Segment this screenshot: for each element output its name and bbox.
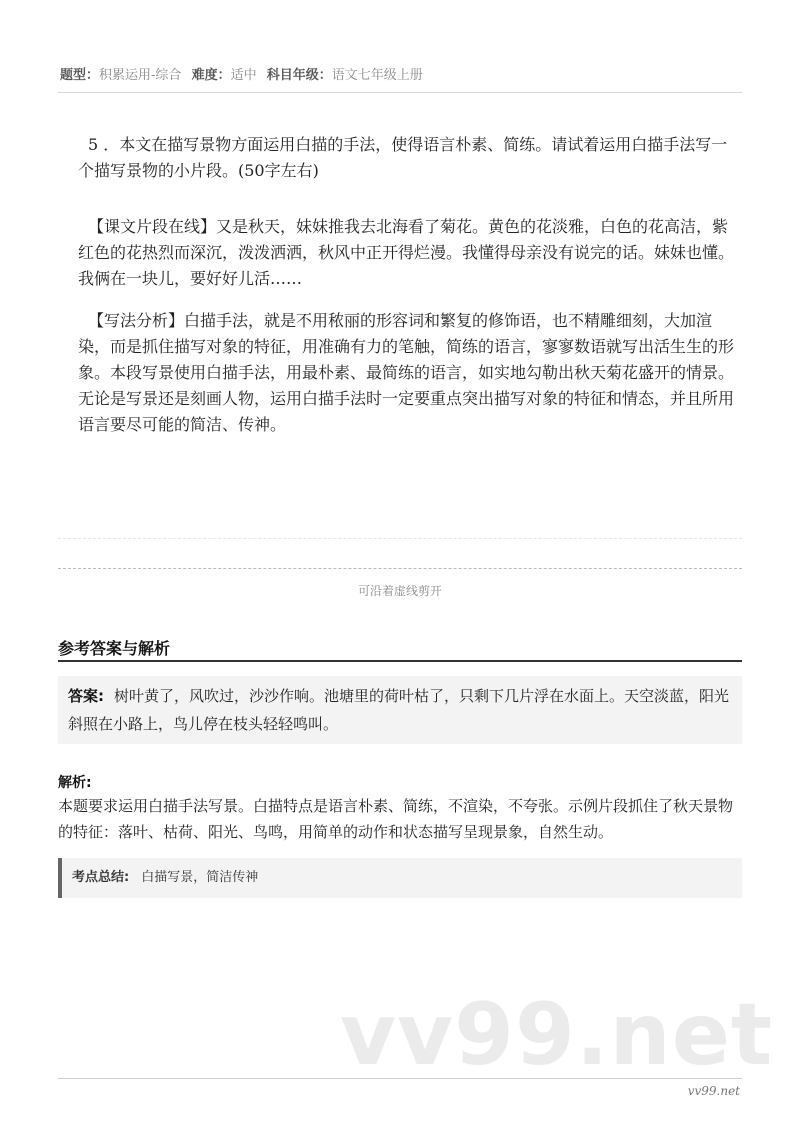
type-value: 积累运用-综合: [99, 68, 182, 83]
cut-dashed-line: [58, 568, 742, 569]
question-text: 5 ．本文在描写景物方面运用白描的手法，使得语言朴素、简练。请试着运用白描手法写一个描写景物的小片段。(50字左右): [78, 135, 728, 180]
type-label: 题型：: [60, 68, 100, 83]
answer-space-divider: [58, 538, 742, 539]
answer-section-heading: 参考答案与解析: [58, 639, 171, 658]
difficulty-label: 难度：: [191, 68, 231, 83]
footer-divider: [58, 1078, 742, 1079]
grade-label: 科目年级：: [266, 68, 332, 83]
answer-heading-rule: [58, 660, 742, 662]
excerpt-paragraph: 【课文片段在线】又是秋天，妹妹推我去北海看了菊花。黄色的花淡雅，白色的花高洁，紫红色的花热烈而深沉，泼泼洒洒，秋风中正开得烂漫。我懂得母亲没有说完的话。妹妹也懂。我俩在一块儿，要好好儿活……: [78, 217, 735, 288]
analysis-tip-paragraph: 【写法分析】白描手法，就是不用秾丽的形容词和繁复的修饰语，也不精雕细刻，大加渲染，而是抓住描写对象的特征，用准确有力的笔触，简练的语言，寥寥数语就写出活生生的形象。本段写景使用白描手法，用最朴素、最简练的语言，如实地勾勒出秋天菊花盛开的情景。无论是写景还是刻画人物，运用白描手法时一定要重点突出描写对象的特征和情态，并且所用语言要尽可能的简洁、传神。: [78, 311, 735, 434]
explanation-label: 解析:: [58, 775, 92, 791]
answer-box: [58, 676, 742, 744]
watermark: vv99.net: [340, 985, 774, 1085]
explanation-text: 本题要求运用白描手法写景。白描特点是语言朴素、简练，不渲染，不夸张。示例片段抓住了秋天景物的特征：落叶、枯荷、阳光、鸟鸣，用简单的动作和状态描写呈现景象，自然生动。: [58, 797, 734, 841]
difficulty-value: 适中: [230, 68, 257, 83]
header-divider: [58, 92, 742, 93]
answer-text: 树叶黄了，风吹过，沙沙作响。池塘里的荷叶枯了，只剩下几片浮在水面上。天空淡蓝，阳光斜照在小路上，鸟儿停在枝头轻轻鸣叫。: [68, 687, 730, 733]
question-meta: [60, 64, 429, 83]
keypoint-text: 白描写景，简洁传神: [141, 870, 259, 885]
cut-line-note: 可沿着虚线剪开: [357, 584, 442, 598]
answer-label: 答案:: [68, 687, 104, 705]
keypoint-box: [58, 858, 742, 898]
footer-site: vv99.net: [687, 1084, 740, 1098]
keypoint-label: 考点总结:: [72, 870, 130, 885]
grade-value: 语文七年级上册: [331, 68, 423, 83]
